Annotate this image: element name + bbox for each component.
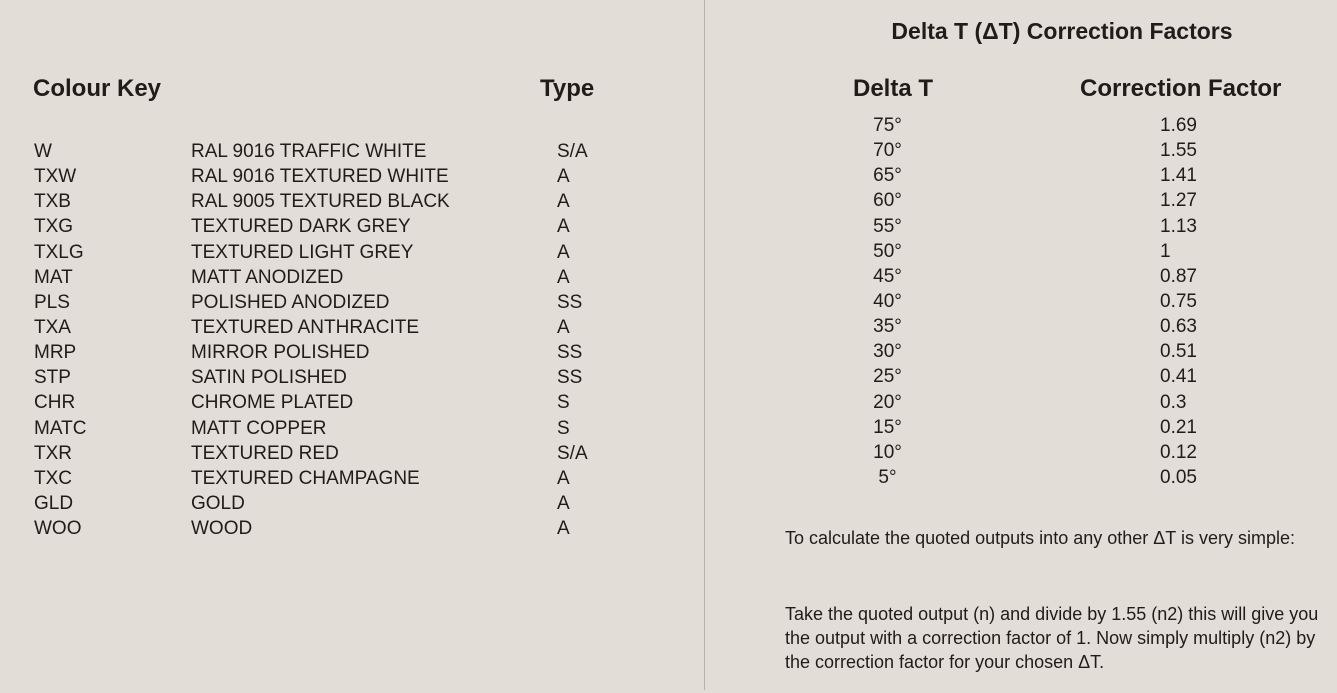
correction-row — [820, 339, 1320, 364]
colour-type: SS — [557, 291, 583, 313]
colour-code: TXG — [34, 216, 74, 238]
colour-code: CHR — [34, 392, 76, 414]
note-paragraph-1: To calculate the quoted outputs into any other ΔT is very simple: — [785, 528, 1295, 548]
colour-key-row — [34, 416, 634, 441]
correction-factor-value: 1.27 — [1160, 190, 1197, 212]
colour-code: TXB — [34, 191, 71, 213]
correction-factor-value: 0.63 — [1160, 316, 1197, 338]
colour-description: MATT ANODIZED — [191, 266, 344, 288]
colour-type: A — [557, 216, 570, 238]
correction-factor-value: 0.75 — [1160, 290, 1197, 312]
correction-row — [820, 113, 1320, 138]
correction-factor-value: 1.13 — [1160, 215, 1197, 237]
delta-t-value: 5° — [878, 466, 897, 488]
colour-type: S — [557, 417, 570, 439]
colour-code: MRP — [34, 342, 77, 364]
colour-code: TXA — [34, 316, 71, 338]
correction-factor-value: 0.3 — [1160, 391, 1187, 413]
colour-description: RAL 9016 TRAFFIC WHITE — [191, 141, 427, 162]
correction-row — [820, 188, 1320, 213]
colour-key-row — [34, 290, 634, 315]
correction-row — [820, 440, 1320, 465]
delta-t-value: 40° — [873, 290, 902, 312]
correction-factor-value: 0.21 — [1160, 416, 1197, 438]
correction-factor-value: 0.12 — [1160, 441, 1197, 463]
colour-type: S/A — [557, 442, 588, 464]
colour-key-row — [34, 365, 634, 390]
delta-t-value: 75° — [873, 115, 902, 136]
correction-row — [820, 364, 1320, 389]
colour-description: SATIN POLISHED — [191, 367, 347, 389]
delta-t-value: 30° — [873, 341, 902, 363]
colour-key-row — [34, 189, 634, 214]
colour-type: SS — [557, 342, 583, 364]
delta-t-value: 10° — [873, 441, 902, 463]
colour-code: TXW — [34, 166, 77, 188]
correction-factor-value: 0.41 — [1160, 366, 1197, 388]
colour-code: GLD — [34, 492, 74, 514]
colour-description: GOLD — [191, 492, 245, 514]
correction-row — [820, 314, 1320, 339]
delta-t-value: 60° — [873, 190, 902, 212]
colour-key-row — [34, 491, 634, 516]
correction-factor-value: 1.41 — [1160, 165, 1197, 187]
colour-type: A — [557, 316, 570, 338]
colour-description: TEXTURED RED — [191, 442, 339, 464]
correction-factor-value: 0.51 — [1160, 341, 1197, 363]
correction-row — [820, 239, 1320, 264]
delta-t-value: 25° — [873, 366, 902, 388]
colour-description: CHROME PLATED — [191, 392, 354, 414]
colour-key-row — [34, 340, 634, 365]
correction-title: Delta T (ΔT) Correction Factors — [891, 18, 1233, 44]
note-paragraph-2: Take the quoted output (n) and divide by 1.55 (n2) this will give you the output with a correction factor of 1. Now simply multiply (n2) by the correction factor for your chosen ΔT. — [785, 604, 1319, 672]
colour-description: WOOD — [191, 518, 253, 540]
colour-key-row — [34, 466, 634, 491]
colour-type: A — [557, 492, 570, 514]
colour-code: TXC — [34, 467, 72, 489]
colour-description: MIRROR POLISHED — [191, 342, 370, 364]
correction-row — [820, 264, 1320, 289]
correction-factor-value: 0.05 — [1160, 466, 1197, 488]
colour-code: MAT — [34, 266, 73, 288]
correction-row — [820, 390, 1320, 415]
colour-type: A — [557, 166, 570, 188]
colour-key-row — [34, 390, 634, 415]
colour-type: A — [557, 191, 570, 213]
colour-description: TEXTURED ANTHRACITE — [191, 316, 420, 338]
colour-type: S — [557, 392, 570, 414]
colour-key-heading: Colour Key — [33, 75, 162, 102]
correction-factor-list — [820, 113, 1320, 490]
colour-code: PLS — [34, 291, 70, 313]
colour-key-row — [34, 315, 634, 340]
correction-row — [820, 138, 1320, 163]
delta-t-value: 20° — [873, 391, 902, 413]
correction-factor-value: 0.87 — [1160, 265, 1197, 287]
delta-t-value: 65° — [873, 165, 902, 187]
colour-description: TEXTURED LIGHT GREY — [191, 241, 414, 263]
correction-row — [820, 415, 1320, 440]
colour-description: RAL 9016 TEXTURED WHITE — [191, 166, 449, 188]
colour-key-row — [34, 240, 634, 265]
correction-row — [820, 214, 1320, 239]
delta-t-value: 35° — [873, 316, 902, 338]
correction-row — [820, 289, 1320, 314]
colour-type: A — [557, 467, 570, 489]
colour-description: TEXTURED DARK GREY — [191, 216, 411, 238]
colour-code: W — [34, 141, 52, 162]
colour-key-row — [34, 516, 634, 541]
delta-t-heading: Delta T — [853, 75, 934, 102]
colour-type: S/A — [557, 141, 588, 162]
colour-type: A — [557, 518, 570, 540]
colour-description: MATT COPPER — [191, 417, 327, 439]
colour-description: RAL 9005 TEXTURED BLACK — [191, 191, 450, 213]
correction-row — [820, 465, 1320, 490]
delta-t-value: 50° — [873, 240, 902, 262]
colour-code: TXLG — [34, 241, 84, 263]
correction-factor-heading: Correction Factor — [1080, 75, 1282, 102]
colour-key-list — [34, 139, 634, 541]
delta-t-value: 70° — [873, 140, 902, 162]
delta-t-value: 15° — [873, 416, 902, 438]
colour-key-row — [34, 214, 634, 239]
colour-description: POLISHED ANODIZED — [191, 291, 390, 313]
correction-row — [820, 163, 1320, 188]
colour-key-row — [34, 139, 634, 164]
colour-type: A — [557, 241, 570, 263]
colour-key-row — [34, 441, 634, 466]
colour-code: MATC — [34, 417, 87, 439]
correction-factor-value: 1 — [1160, 240, 1171, 262]
column-divider — [704, 0, 705, 690]
colour-type: SS — [557, 367, 583, 389]
colour-code: WOO — [34, 518, 82, 540]
type-heading: Type — [540, 75, 595, 102]
correction-factor-value: 1.55 — [1160, 140, 1197, 162]
colour-code: STP — [34, 367, 71, 389]
colour-key-row — [34, 164, 634, 189]
delta-t-value: 55° — [873, 215, 902, 237]
delta-t-value: 45° — [873, 265, 902, 287]
colour-key-row — [34, 265, 634, 290]
colour-type: A — [557, 266, 570, 288]
colour-code: TXR — [34, 442, 72, 464]
colour-description: TEXTURED CHAMPAGNE — [191, 467, 420, 489]
correction-factor-value: 1.69 — [1160, 115, 1197, 136]
